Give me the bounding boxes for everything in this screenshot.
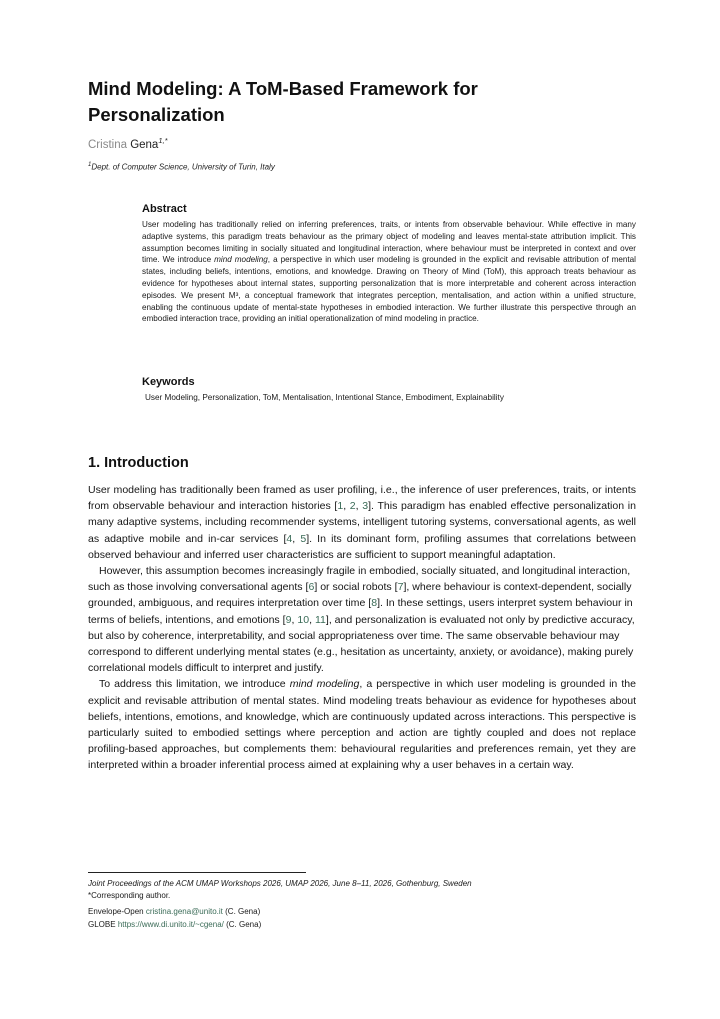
abstract-text-2: , a perspective in which user modeling is grounded in the explicit and revisable attribution of mental states, including beliefs, intentions, emotions, and knowledge. Drawing on Theory of Mind (ToM), this approach treats behaviour as evidence for hypotheses about internal states, supporting personalization that is more interpretable and coherent across interaction episodes. We present M³, a conceptual framework that integrates perception, mentalisation, and action within a unified structure, enabling the continuous update of mental-state hypotheses in embodied interaction. We further illustrate this perspective through an embodied interaction trace, providing an initial operationalization of mind modeling in practice.	[142, 255, 636, 324]
p2-text-e: ], and personalization is evaluated not only by predictive accuracy, but also by coherence, interpretability, and social appropriateness over time. The same observable behaviour may correspond to different underlying mental states (e.g., hesitation as uncertainty, anxiety, or avoidance), making purely correlational models difficult to interpret and justify.	[88, 613, 635, 675]
globe-icon: GLOBE	[88, 920, 116, 929]
author-first-name[interactable]: Cristina	[88, 138, 127, 151]
paragraph-3	[88, 676, 636, 773]
section-body	[88, 482, 636, 774]
footnote-website	[88, 920, 261, 929]
citation-link[interactable]: 9	[285, 613, 292, 626]
abstract-body	[142, 219, 636, 325]
citation-link[interactable]: 3	[362, 500, 369, 513]
keywords-heading: Keywords	[142, 376, 195, 388]
p2-text-c: ], where behaviour is context-dependent, socially grounded, ambiguous, and requires interpretation over time [	[88, 581, 632, 610]
keywords-list: User Modeling, Personalization, ToM, Mentalisation, Intentional Stance, Embodiment, Explainability	[145, 393, 504, 402]
p3-emphasis: mind modeling	[289, 678, 360, 691]
abstract-heading: Abstract	[142, 203, 187, 215]
paragraph-1: User modeling has traditionally been framed as user profiling, i.e., the inference of user preferences, traits, or intents from observable behaviour and interaction histories [1, 2, 3]. This paradigm has enabled effective personalization in many adaptive systems, including recommender systems, intelligent tutoring systems, conversational agents, as well as adaptive mobile and in-car services [4, 5]. In its dominant form, profiling assumes that correlations between observed behaviour and inferred user characteristics are sufficient to support meaningful adaptation.	[88, 484, 637, 561]
website-owner: (C. Gena)	[226, 920, 262, 929]
citation-link[interactable]: 10	[297, 613, 310, 626]
footnote-divider	[88, 872, 306, 873]
author-marks: 1,*	[158, 136, 168, 145]
citation-link[interactable]: 6	[308, 581, 315, 594]
affiliation-mark: 1	[88, 162, 92, 168]
abstract-emphasis: mind modeling	[214, 255, 268, 265]
paragraph-2: However, this assumption becomes increasingly fragile in embodied, socially situated, and longitudinal interaction, such as those involving conversational agents [6] or social robots [7], where behaviour is context-dependent, socially grounded, ambiguous, and requires interpretation over time [8]. In these settings, users interpret system behaviour in terms of beliefs, intentions, and emotions [9, 10, 11], and personalization is evaluated not only by predictive accuracy, but also by coherence, interpretability, and social appropriateness over time. The same observable behaviour may correspond to different underlying mental states (e.g., hesitation as uncertainty, anxiety, or avoidance), making purely correlational models difficult to interpret and justify.	[88, 565, 635, 675]
footnote-proceedings: Joint Proceedings of the ACM UMAP Workshops 2026, UMAP 2026, June 8–11, 2026, Gothenburg, Sweden	[88, 879, 472, 888]
footnote-corresponding: *Corresponding author.	[88, 891, 171, 900]
affiliation-text: Dept. of Computer Science, University of Turin, Italy	[91, 162, 275, 172]
website-link[interactable]: https://www.di.unito.it/~cgena/	[117, 920, 224, 929]
p1-text-a: User modeling has traditionally been framed as user profiling, i.e., the inference of user preferences, traits, or intents from observable behaviour and interaction histories [	[88, 484, 636, 513]
p2-text-d: ]. In these settings, users interpret system behaviour in terms of beliefs, intentions, and emotions [	[88, 597, 633, 626]
p3-text-a: To address this limitation, we introduce	[99, 678, 290, 691]
citation-link[interactable]: 4	[286, 532, 293, 545]
email-owner: (C. Gena)	[225, 907, 261, 916]
p2-text-b: ] or social robots [	[314, 581, 398, 594]
p2-text-a: However, this assumption becomes increasingly fragile in embodied, socially situated, and longitudinal interaction, such as those involving conversational agents [	[88, 565, 631, 594]
author-last-name: Gena	[130, 138, 159, 151]
footnote-email	[88, 907, 260, 916]
citation-link[interactable]: 11	[314, 613, 326, 626]
section-heading: 1. Introduction	[88, 455, 189, 471]
affiliation	[88, 162, 275, 172]
paper-title: Mind Modeling: A ToM-Based Framework for Personalization	[88, 78, 478, 125]
p3-text-b: , a perspective in which user modeling is grounded in the explicit and revisable attribution of mental states. Mind modeling treats behaviour as evidence for hypotheses about beliefs, intentions, emotions, and knowledge, which are continuously updated across interactions. This perspective is particularly suited to embodied settings where perception and action are tightly coupled and does not replace profiling-based approaches, but complements them: behavioural regularities and preferences remain, yet they are interpreted within a broader inferential process aimed at explaining why a user behaves in a certain way.	[88, 678, 636, 772]
p1-text-b: ]. This paradigm has enabled effective personalization in many adaptive systems, including recommender systems, intelligent tutoring systems, conversational agents, as well as adaptive mobile and in-car services [	[88, 500, 636, 545]
citation-link[interactable]: 5	[300, 532, 307, 545]
citation-link[interactable]: 2	[349, 500, 356, 513]
email-link[interactable]: cristina.gena@unito.it	[145, 907, 223, 916]
citation-link[interactable]: 1	[337, 500, 344, 513]
abstract-text-1: User modeling has traditionally relied on inferring preferences, traits, or intents from observable behaviour. While effective in many adaptive systems, this paradigm treats behaviour as the primary object of modeling and leaves mental-state attribution implicit. This assumption becomes limiting in socially situated and longitudinal interaction, where behaviour must be interpreted in context and over time. We introduce	[142, 220, 636, 265]
citation-link[interactable]: 7	[397, 581, 404, 594]
citation-link[interactable]: 8	[371, 597, 378, 610]
envelope-open-icon: Envelope-Open	[88, 907, 144, 916]
p1-text-c: ]. In its dominant form, profiling assumes that correlations between observed behaviour and inferred user characteristics are sufficient to support meaningful adaptation.	[88, 532, 637, 561]
author-line	[88, 136, 168, 151]
